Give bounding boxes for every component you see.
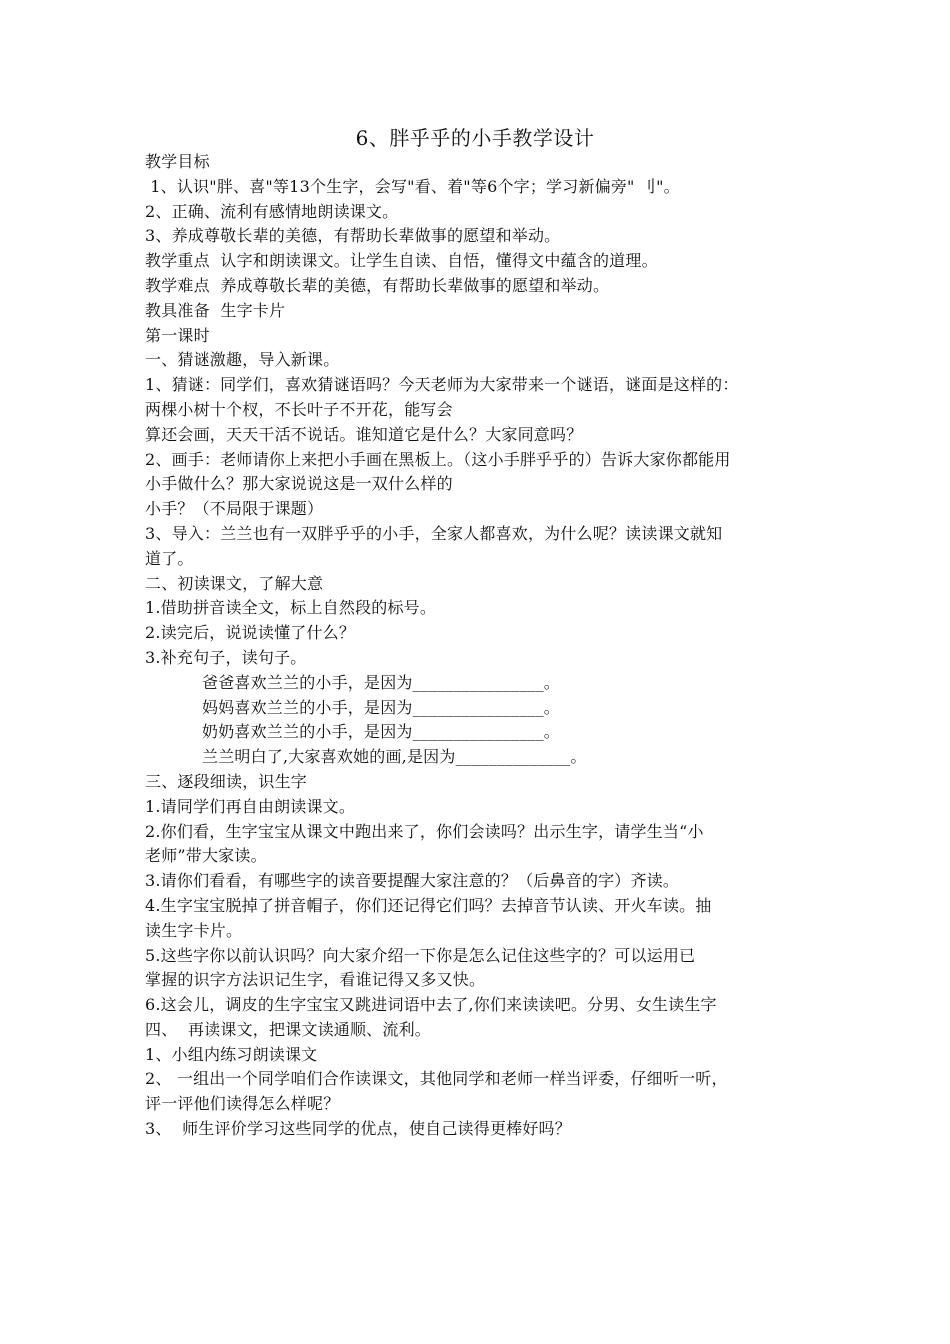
text-line: 教具准备 生字卡片 (145, 300, 286, 320)
text-line: 教学目标 (145, 152, 210, 171)
text-line: 2、正确、流利有感情地朗读课文。 (145, 201, 399, 221)
text-line: 教学重点 认字和朗读课文。让学生自读、自悟，懂得文中蕴含的道理。 (145, 251, 658, 271)
text-line: 5.这些字你以前认识吗？向大家介绍一下你是怎么记住这些字的？可以运用已 (145, 945, 696, 965)
text-line: 1、认识"胖、喜"等13个生字，会写"看、着"等6个字；学习新偏旁" 刂"。 (145, 176, 680, 196)
fill-blank-line: 爸爸喜欢兰兰的小手，是因为________________。 (202, 672, 561, 692)
text-line: 四、 再读课文，把课文读通顺、流利。 (145, 1019, 431, 1039)
text-line: 老师”带大家读。 (145, 846, 267, 866)
text-line: 3、养成尊敬长辈的美德，有帮助长辈做事的愿望和举动。 (145, 226, 561, 246)
text-line: 2、画手：老师请你上来把小手画在黑板上。（这小手胖乎乎的）告诉大家你都能用 (145, 449, 731, 469)
text-line: 1、猜谜：同学们，喜欢猜谜语吗？今天老师为大家带来一个谜语，谜面是这样的： (145, 375, 739, 395)
text-line: 第一课时 (145, 325, 210, 345)
text-line: 一、猜谜激趣，导入新课。 (145, 350, 340, 370)
document-body (145, 150, 815, 1142)
text-line: 2、 一组出一个同学咱们合作读课文，其他同学和老师一样当评委，仔细听一听， (145, 1069, 728, 1089)
text-line: 小手做什么？那大家说说这是一双什么样的 (145, 474, 453, 494)
text-line: 评一评他们读得怎么样呢？ (145, 1094, 340, 1114)
text-line: 3.请你们看看，有哪些字的读音要提醒大家注意的？（后鼻音的字）齐读。 (145, 871, 680, 891)
text-line: 二、初读课文，了解大意 (145, 573, 324, 593)
text-line: 读生字卡片。 (145, 920, 243, 940)
text-line: 6.这会儿，调皮的生字宝宝又跳进词语中去了,你们来读读吧。分男、女生读生字 (145, 995, 717, 1015)
text-line: 三、逐段细读，识生字 (145, 771, 308, 791)
text-line: 两棵小树十个杈，不长叶子不开花，能写会 (145, 399, 453, 419)
text-line: 3、 师生评价学习这些同学的优点，使自己读得更棒好吗？ (145, 1119, 571, 1139)
text-line: 教学难点 养成尊敬长辈的美德，有帮助长辈做事的愿望和举动。 (145, 275, 610, 295)
text-line: 1.借助拼音读全文，标上自然段的标号。 (145, 598, 437, 618)
fill-blank-line: 奶奶喜欢兰兰的小手，是因为________________。 (202, 722, 561, 742)
text-line: 1.请同学们再自由朗读课文。 (145, 796, 356, 816)
text-line: 1、小组内练习朗读课文 (145, 1044, 318, 1064)
text-line: 算还会画，天天干活不说话。谁知道它是什么？大家同意吗？ (145, 424, 583, 444)
fill-blank-line: 兰兰明白了,大家喜欢她的画,是因为______________。 (202, 747, 587, 767)
text-line: 2.你们看，生字宝宝从课文中跑出来了，你们会读吗？出示生字，请学生当“小 (145, 821, 704, 841)
text-line: 小手？（不局限于课题） (145, 499, 324, 519)
fill-blank-line: 妈妈喜欢兰兰的小手，是因为________________。 (202, 697, 561, 717)
text-line: 掌握的识字方法识记生字，看谁记得又多又快。 (145, 970, 486, 990)
document-title: 6、胖乎乎的小手教学设计 (355, 126, 595, 150)
text-line: 道了。 (145, 548, 194, 568)
text-line: 3.补充句子，读句子。 (145, 647, 307, 667)
text-line: 2.读完后，说说读懂了什么？ (145, 623, 356, 643)
text-line: 3、导入：兰兰也有一双胖乎乎的小手，全家人都喜欢，为什么呢？读读课文就知 (145, 523, 723, 543)
text-line: 4.生字宝宝脱掉了拼音帽子，你们还记得它们吗？去掉音节认读、开火车读。抽 (145, 895, 712, 915)
